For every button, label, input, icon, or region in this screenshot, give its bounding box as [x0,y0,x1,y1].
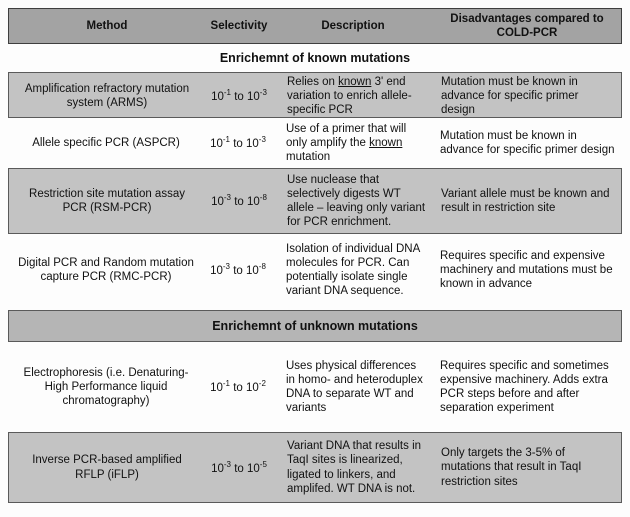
header-selectivity: Selectivity [210,19,268,32]
selectivity-cell: $10^{-3}$ to $10^{-8}$ [210,262,266,277]
pcr-methods-table [8,8,622,503]
selectivity-cell: $10^{-1}$ to $10^{-2}$ [210,379,266,394]
method-cell: Allele specific PCR (ASPCR) [32,136,180,149]
table-row-rmc-pcr [8,234,622,306]
header-description: Description [321,19,385,32]
disadvantage-cell: Mutation must be known in advance for specific primer design [441,76,579,117]
method-cell: Electrophoresis (i.e. Denaturing-High Performance liquid chromatography) [23,366,189,407]
method-cell: Inverse PCR-based amplified RFLP (iFLP) [32,454,182,481]
table-row-arms [8,72,622,118]
selectivity-cell: $10^{-1}$ to $10^{-3}$ [211,88,267,103]
section-title-known-mutations: Enrichemnt of known mutations [219,51,411,65]
disadvantage-cell: Requires specific and sometimes expensive machinery. Adds extra PCR steps before and after separation experiment [440,359,609,415]
selectivity-cell: $10^{-3}$ to $10^{-5}$ [211,459,267,475]
description-cell: Relies on known 3' end variation to enrich allele-specific PCR [287,76,412,117]
method-cell: Digital PCR and Random mutation capture PCR (RMC-PCR) [18,256,194,283]
selectivity-cell: $10^{-3}$ to $10^{-8}$ [211,193,267,208]
description-cell: Use nuclease that selectively digests WT allele – leaving only variant for PCR enrichment. [287,173,426,229]
section-title-unknown-mutations: Enrichemnt of unknown mutations [8,310,622,342]
table-row-rsm-pcr [8,168,622,234]
description-cell: Uses physical differences in homo- and heteroduplex DNA to separate WT and variants [286,359,423,415]
description-cell: Isolation of individual DNA molecules for PCR. Can potentially isolate single variant DNA sequence. [286,242,420,298]
header-method: Method [86,19,128,32]
disadvantage-cell: Requires specific and expensive machinery and mutations must be known in advance [440,249,613,290]
method-cell: Amplification refractory mutation system (ARMS) [24,83,190,110]
disadvantage-cell: Only targets the 3-5% of mutations that result in TaqI restriction sites [441,447,582,488]
table-row-aspcr [8,118,622,168]
description-cell: Use of a primer that will only amplify the known mutation [286,122,407,163]
table-row-electrophoresis [8,347,622,427]
header-disadvantages: Disadvantages compared to COLD-PCR [450,12,604,39]
table-header-row [8,8,622,44]
disadvantage-cell: Variant allele must be known and result in restriction site [441,187,610,214]
description-cell: Variant DNA that results in TaqI sites is linearized, ligated to linkers, and amplifed. WT DNA is not. [287,440,422,495]
table-row-iflp [8,432,622,503]
selectivity-cell: $10^{-1}$ to $10^{-3}$ [210,135,266,150]
method-cell: Restriction site mutation assay PCR (RSM-PCR) [29,187,185,214]
disadvantage-cell: Mutation must be known in advance for specific primer design [440,129,615,156]
